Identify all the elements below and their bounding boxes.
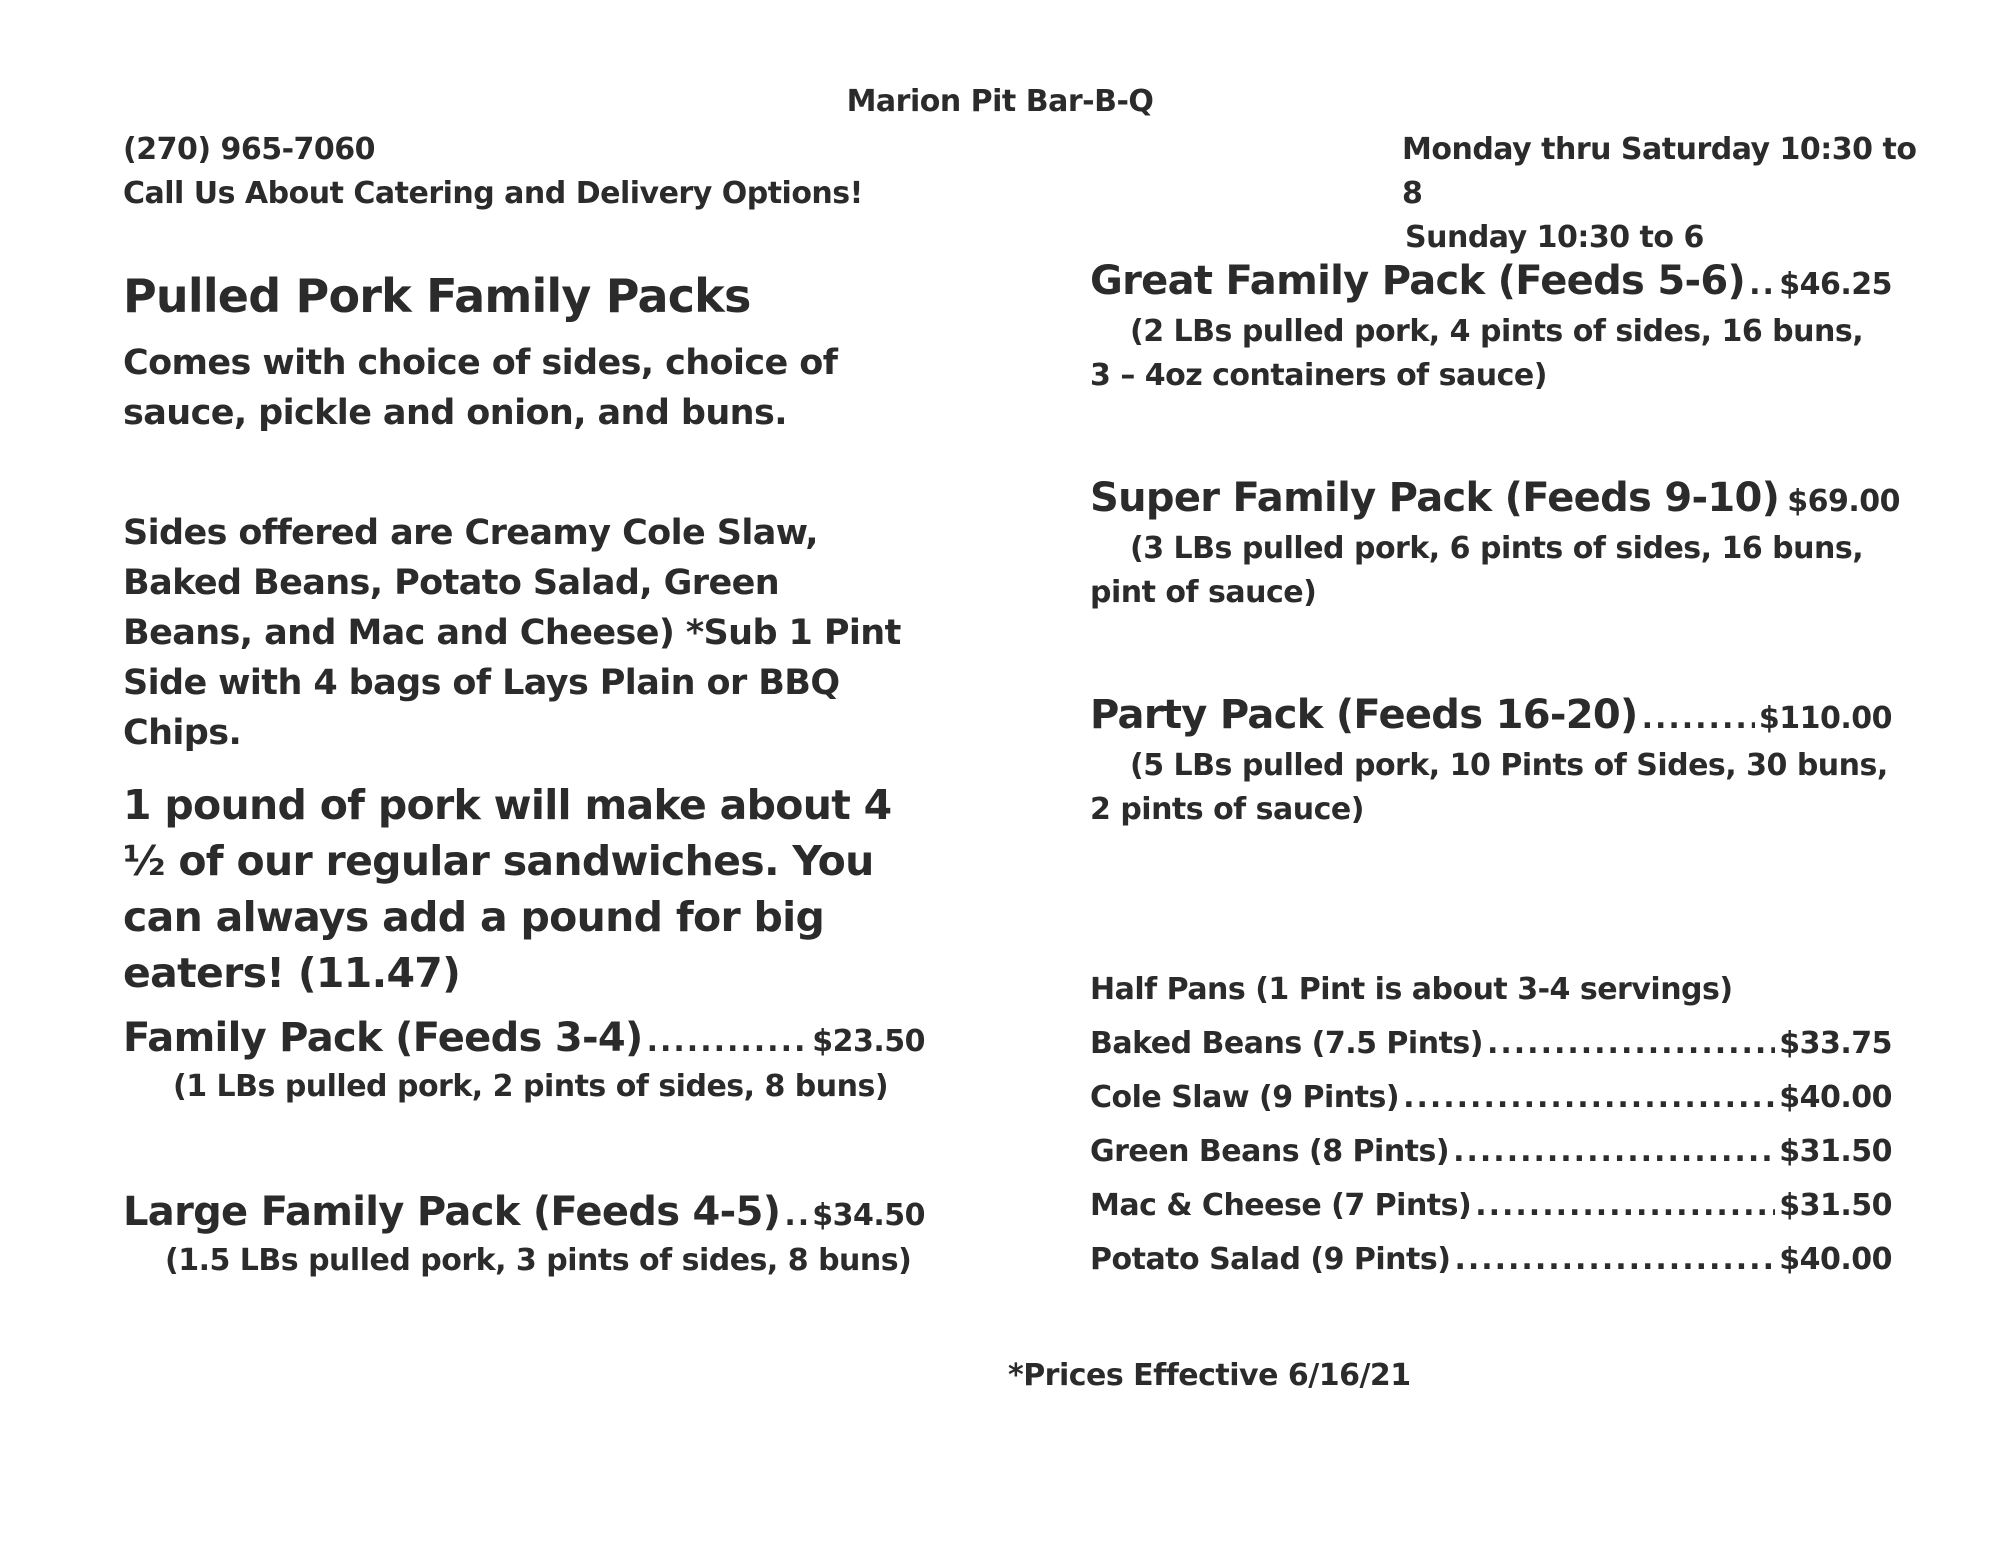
half-pan-name: Cole Slaw (9 Pints) <box>1090 1080 1400 1115</box>
leader-dots <box>647 1024 809 1059</box>
half-pan-item <box>1090 1080 1892 1134</box>
great-family-pack <box>1090 258 1892 398</box>
section-title: Pulled Pork Family Packs <box>123 269 751 323</box>
half-pan-price: $40.00 <box>1779 1242 1892 1277</box>
pack-price: $34.50 <box>812 1198 925 1233</box>
prices-effective-note: *Prices Effective 6/16/21 <box>1008 1358 1411 1393</box>
leader-dots <box>784 1198 808 1233</box>
pack-row <box>1090 692 1892 738</box>
sides-offered-text: Sides offered are Creamy Cole Slaw, Baked Beans, Potato Salad, Green Beans, and Mac and Cheese) *Sub 1 Pint Side with 4 bags of Lays Plain or BBQ Chips. <box>123 513 901 753</box>
hours-block <box>1402 128 1922 260</box>
pack-price: $23.50 <box>812 1024 925 1059</box>
pack-details: (1 LBs pulled pork, 2 pints of sides, 8 buns) <box>173 1069 889 1104</box>
pack-row <box>1090 258 1892 304</box>
super-family-pack <box>1090 475 1901 615</box>
half-pan-item <box>1090 1188 1892 1242</box>
leader-dots <box>1475 1188 1775 1223</box>
half-pans-list <box>1090 972 1892 1296</box>
comes-with-text: Comes with choice of sides, choice of sauce, pickle and onion, and buns. <box>123 343 838 433</box>
party-pack <box>1090 692 1892 832</box>
contact-block <box>123 128 863 216</box>
pack-name: Family Pack (Feeds 3-4) <box>123 1015 643 1061</box>
pack-name: Large Family Pack (Feeds 4-5) <box>123 1189 781 1235</box>
pack-row <box>1090 475 1901 521</box>
pack-row <box>123 1189 925 1235</box>
pack-price: $69.00 <box>1787 484 1901 519</box>
pack-details: (2 LBs pulled pork, 4 pints of sides, 16 buns, 3 – 4oz containers of sauce) <box>1090 314 1864 393</box>
hours-weekday: Monday thru Saturday 10:30 to 8 <box>1402 132 1917 211</box>
pack-details: (5 LBs pulled pork, 10 Pints of Sides, 30 buns, 2 pints of sauce) <box>1090 748 1888 827</box>
leader-dots <box>1453 1134 1775 1169</box>
half-pan-name: Green Beans (8 Pints) <box>1090 1134 1450 1169</box>
leader-dots <box>1642 701 1755 736</box>
pack-price: $46.25 <box>1779 267 1892 302</box>
pork-note: 1 pound of pork will make about 4 ½ of our regular sandwiches. You can always add a pound for big eaters! (11.47) <box>123 781 892 997</box>
pack-details: (3 LBs pulled pork, 6 pints of sides, 16 buns, pint of sauce) <box>1090 531 1864 610</box>
pack-row <box>123 1015 925 1061</box>
family-pack <box>123 1015 925 1109</box>
business-name: Marion Pit Bar-B-Q <box>846 84 1154 119</box>
half-pan-item <box>1090 1134 1892 1188</box>
leader-dots <box>1749 267 1775 302</box>
hours-sunday: Sunday 10:30 to 6 <box>1405 220 1704 255</box>
leader-dots <box>1487 1026 1775 1061</box>
pack-name: Super Family Pack (Feeds 9-10) <box>1090 475 1780 521</box>
half-pan-item <box>1090 1242 1892 1296</box>
half-pan-price: $40.00 <box>1779 1080 1892 1115</box>
half-pan-name: Mac & Cheese (7 Pints) <box>1090 1188 1472 1223</box>
pack-name: Party Pack (Feeds 16-20) <box>1090 692 1638 738</box>
large-family-pack <box>123 1189 925 1283</box>
leader-dots <box>1403 1080 1775 1115</box>
catering-note: Call Us About Catering and Delivery Options! <box>123 176 863 211</box>
half-pan-price: $33.75 <box>1779 1026 1892 1061</box>
half-pan-name: Baked Beans (7.5 Pints) <box>1090 1026 1483 1061</box>
half-pan-name: Potato Salad (9 Pints) <box>1090 1242 1451 1277</box>
leader-dots <box>1454 1242 1775 1277</box>
pack-name: Great Family Pack (Feeds 5-6) <box>1090 258 1746 304</box>
half-pan-item <box>1090 1026 1892 1080</box>
pack-price: $110.00 <box>1758 701 1892 736</box>
phone-number: (270) 965-7060 <box>123 132 376 167</box>
half-pan-price: $31.50 <box>1779 1134 1892 1169</box>
half-pan-price: $31.50 <box>1779 1188 1892 1223</box>
half-pans-heading: Half Pans (1 Pint is about 3-4 servings) <box>1090 972 1733 1007</box>
pack-details: (1.5 LBs pulled pork, 3 pints of sides, 8 buns) <box>165 1243 912 1278</box>
